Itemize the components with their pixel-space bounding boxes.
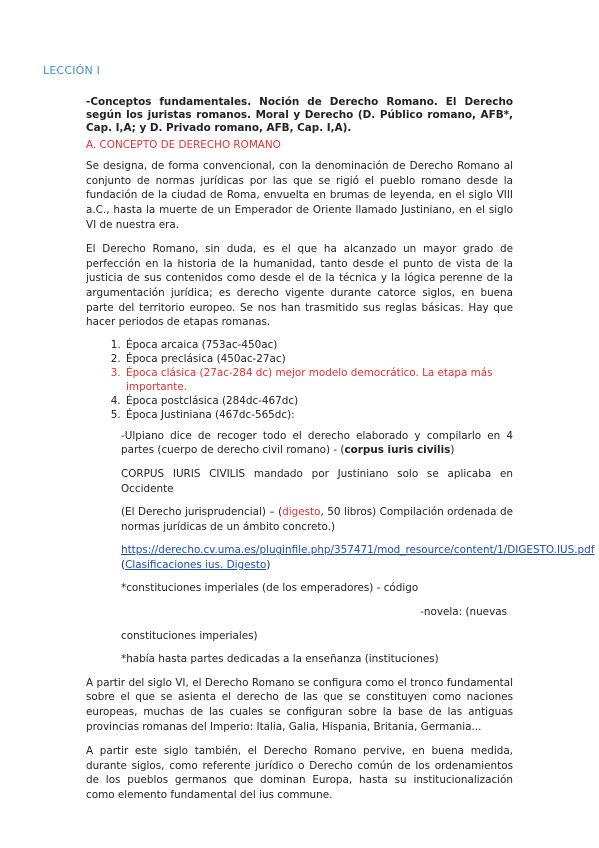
digesto-post: , 50 libros) Compilación ordenada de normas jurídicas de un ámbito concreto.) — [121, 506, 513, 533]
ulpiano-text: -Ulpiano dice de recoger todo el derecho elaborado y compilarlo en 4 partes (cuerpo de derecho civil romano) - ( — [121, 429, 513, 457]
clasificaciones-link[interactable]: Clasificaciones ius. Digesto — [125, 558, 267, 571]
section-a-title: A. CONCEPTO DE DERECHO ROMANO — [86, 138, 281, 151]
constituciones-cont-line: constituciones imperiales) — [121, 629, 258, 642]
lesson-heading: -Conceptos fundamentales. Noción de Derecho Romano. El Derecho según los juristas romanos. Moral y Derecho (D. Público romano, AFB*, Cap. I,A; y D. Privado romano, AFB, Cap. I,A). — [86, 96, 513, 135]
digesto-pdf-link[interactable]: https://derecho.cv.uma.es/pluginfile.php/357471/mod_resource/content/1/DIGESTO.IUS.pdf — [121, 544, 595, 557]
corpus-bold: corpus iuris civilis — [344, 444, 451, 457]
links-line — [121, 543, 595, 572]
epoch-item: 2. Época preclásica (450ac-27ac) — [124, 352, 513, 366]
link-paren-close: ) — [266, 558, 271, 571]
epoch-item: 5. Época Justiniana (467dc-565dc): — [124, 408, 513, 422]
epochs-list — [86, 338, 513, 422]
paragraph-3: A partir del siglo VI, el Derecho Romano se configura como el tronco fundamental sobre el que se asienta el derecho de las que se constituyen como naciones europeas, muchas de las cuales se configuran sobre la base de las antiguas provincias romanas del Imperio: Italia, Galia, Hispania, Britania, Germania... — [86, 676, 513, 733]
epoch-item: 1. Época arcaica (753ac-450ac) — [124, 338, 513, 352]
document-content — [86, 96, 595, 813]
digesto-pre: (El Derecho jurisprudencial) – ( — [121, 506, 283, 519]
lesson-title: LECCIÓN I — [43, 64, 101, 77]
ensenanza-line: *había hasta partes dedicadas a la enseñanza (instituciones) — [121, 653, 439, 666]
digesto-word: digesto — [282, 506, 321, 519]
corpus-note: CORPUS IURIS CIVILIS mandado por Justiniano solo se aplicaba en Occidente — [121, 467, 513, 495]
paragraph-4: A partir este siglo también, el Derecho Romano pervive, en buena medida, durante siglos, como referente jurídico o Derecho común de los ordenamientos de los pueblos germanos que dominan Europa, hasta su institucionalización como elemento fundamental del ius commune. — [86, 745, 513, 802]
justiniana-notes — [121, 429, 595, 667]
ulpiano-close: ) — [450, 444, 455, 457]
link-paren-open: ( — [121, 558, 126, 571]
novela-line: -novela: (nuevas — [420, 606, 507, 619]
ulpiano-note — [121, 429, 513, 458]
epoch-item-highlight: 3. Época clásica (27ac-284 dc) mejor modelo democrático. La etapa más importante. — [124, 366, 513, 394]
constituciones-line: *constituciones imperiales (de los emperadores) - código — [121, 582, 419, 595]
epoch-item: 4. Época postclásica (284dc-467dc) — [124, 394, 513, 408]
paragraph-1: Se designa, de forma convencional, con la denominación de Derecho Romano al conjunto de normas jurídicas por las que se rigió el pueblo romano desde la fundación de la ciudad de Roma, envuelta en brumas de leyenda, en el siglo VIII a.C., hasta la muerte de un Emperador de Oriente llamado Justiniano, en el siglo VI de nuestra era. — [86, 160, 513, 231]
paragraph-2: El Derecho Romano, sin duda, es el que ha alcanzado un mayor grado de perfección en la historia de la humanidad, tanto desde el punto de vista de la justicia de sus contenidos como desde el de la técnica y la lógica perenne de la argumentación jurídica; es derecho vigente durante catorce siglos, en buena parte del territorio europeo. Se nos han trasmitido sus reglas básicas. Hay que hacer periodos de etapas romanas. — [86, 243, 513, 329]
digesto-note — [121, 505, 513, 534]
